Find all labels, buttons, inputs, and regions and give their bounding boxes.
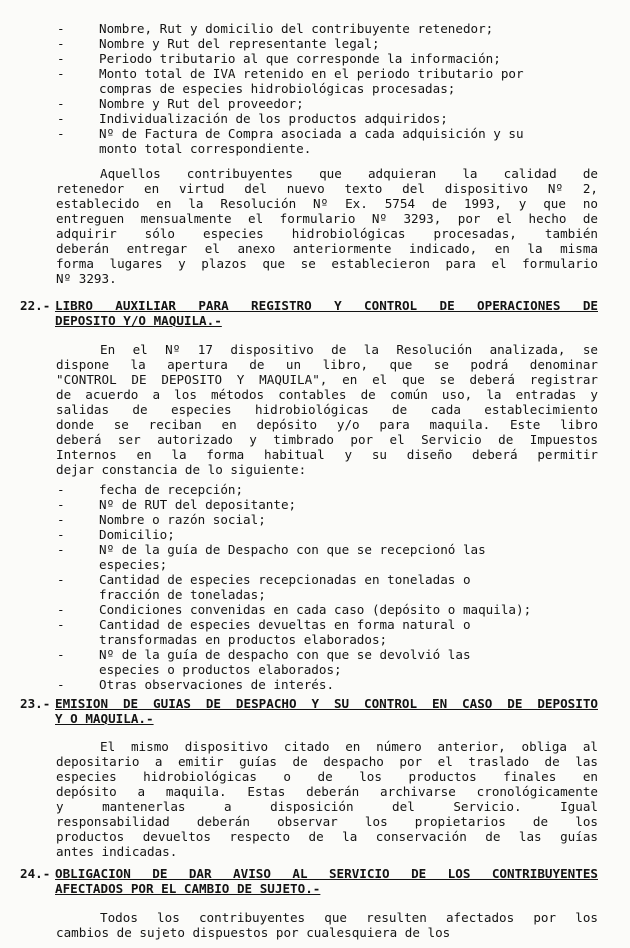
list-item [57,512,599,527]
paragraph-line: deberá ser autorizado y timbrado por el Servicio de Impuestos [56,432,598,447]
paragraph-line: adquirir sólo especies hidrobiológicas procesadas, también [56,226,598,241]
list-item-text: fracción de toneladas; [99,587,266,602]
list-item-text: Nº de la guía de despacho con que se devolvió las [99,647,471,662]
list-item-text: monto total correspondiente. [99,141,312,156]
section-title-line: Y O MAQUILA.- [55,711,154,726]
list-item [57,542,599,557]
list-item-text: Otras observaciones de interés. [99,677,335,692]
list-item [57,482,599,497]
paragraph-line: depósito a maquila. Estas deberán archivarse cronológicamente [56,784,598,799]
paragraph-guias-despacho [56,739,598,859]
list-item [57,96,599,111]
paragraph-retenedor [56,166,598,286]
libro-items-list [57,482,599,692]
list-item-text: Monto total de IVA retenido en el periodo tributario por [99,66,524,81]
bullet-dash: - [57,96,65,111]
list-item [57,677,599,692]
list-item [57,81,599,96]
list-item [57,497,599,512]
list-item-text: Nº de la guía de Despacho con que se recepcionó las [99,542,486,557]
bullet-dash: - [57,647,65,662]
list-item [57,36,599,51]
bullet-dash: - [57,21,65,36]
paragraph-line: y mantenerlas a disposición del Servicio. Igual [56,799,598,814]
bullet-dash: - [57,512,65,527]
list-item-text: especies; [99,557,168,572]
paragraph-line: En el Nº 17 dispositivo de la Resolución analizada, se [100,342,598,357]
list-item-text: especies o productos elaborados; [99,662,342,677]
paragraph-line: dejar constancia de lo siguiente: [56,462,307,477]
list-item [57,126,599,141]
list-item-text: Periodo tributario al que corresponde la información; [99,51,501,66]
paragraph-line: Aquellos contribuyentes que adquieran la calidad de [100,166,598,181]
list-item [57,632,599,647]
bullet-dash: - [57,126,65,141]
paragraph-line: salidas de especies hidrobiológicas de cada establecimiento [56,402,598,417]
paragraph-line: El mismo dispositivo citado en número anterior, obliga al [100,739,598,754]
section-title-line: LIBRO AUXILIAR PARA REGISTRO Y CONTROL DE OPERACIONES DE [55,298,598,313]
list-item [57,141,599,156]
list-item-text: Nombre o razón social; [99,512,266,527]
bullet-dash: - [57,497,65,512]
list-item-text: transformadas en productos elaborados; [99,632,388,647]
bullet-dash: - [57,677,65,692]
paragraph-line: depositario a emitir guías de despacho por el traslado de las [56,754,598,769]
paragraph-line: donde se reciban en depósito y/o para maquila. Este libro [56,417,598,432]
list-item [57,602,599,617]
list-item [57,557,599,572]
paragraph-line: productos devueltos respecto de la conservación de las guías [56,829,598,844]
bullet-dash: - [57,527,65,542]
bullet-dash: - [57,36,65,51]
list-item-text: Nº de RUT del depositante; [99,497,297,512]
list-item [57,111,599,126]
section-title-line: OBLIGACION DE DAR AVISO AL SERVICIO DE LOS CONTRIBUYENTES [55,866,598,881]
section-title [55,298,598,328]
paragraph-line: de acuerdo a los métodos contables de común uso, la entradas y [56,387,598,402]
paragraph-line: dispone la apertura de un libro, que se podrá denominar [56,357,598,372]
list-item [57,662,599,677]
paragraph-line: establecido en la Resolución Nº Ex. 5754 de 1993, y que no [56,196,598,211]
list-item-text: Individualización de los productos adquiridos; [99,111,448,126]
list-item-text: Nombre y Rut del proveedor; [99,96,304,111]
paragraph-line: cambios de sujeto dispuestos por cualesquiera de los [56,925,451,940]
section-title [55,696,598,726]
bullet-dash: - [57,111,65,126]
bullet-dash: - [57,572,65,587]
section-title-line: DEPOSITO Y/O MAQUILA.- [55,313,222,328]
section-title [55,866,598,896]
list-item-text: Cantidad de especies recepcionadas en toneladas o [99,572,471,587]
paragraph-libro-auxiliar [56,342,598,477]
list-item-text: fecha de recepción; [99,482,244,497]
bullet-dash: - [57,602,65,617]
list-item [57,527,599,542]
list-item [57,51,599,66]
paragraph-line: entreguen mensualmente el formulario Nº 3293, por el hecho de [56,211,598,226]
paragraph-line: forma lugares y plazos que se establecieron para el formulario [56,256,598,271]
paragraph-line: deberán entregar el anexo anteriormente indicado, en la misma [56,241,598,256]
list-item-text: compras de especies hidrobiológicas procesadas; [99,81,456,96]
list-item [57,66,599,81]
section-number: 22.- [20,298,51,313]
section-title-line: EMISION DE GUIAS DE DESPACHO Y SU CONTROL EN CASO DE DEPOSITO [55,696,598,711]
paragraph-line: Internos en la forma habitual y su diseño deberá permitir [56,447,598,462]
bullet-dash: - [57,51,65,66]
paragraph-line: "CONTROL DE DEPOSITO Y MAQUILA", en el que se deberá registrar [56,372,598,387]
section-title-line: AFECTADOS POR EL CAMBIO DE SUJETO.- [55,881,321,896]
list-item [57,647,599,662]
bullet-dash: - [57,482,65,497]
paragraph-line: antes indicadas. [56,844,178,859]
list-item [57,572,599,587]
section-number: 24.- [20,866,51,881]
list-item-text: Domicilio; [99,527,175,542]
list-item [57,617,599,632]
paragraph-line: retenedor en virtud del nuevo texto del dispositivo Nº 2, [56,181,598,196]
bullet-dash: - [57,542,65,557]
list-item-text: Condiciones convenidas en cada caso (depósito o maquila); [99,602,532,617]
section-number: 23.- [20,696,51,711]
list-item [57,21,599,36]
list-item-text: Nombre y Rut del representante legal; [99,36,380,51]
list-item-text: Cantidad de especies devueltas en forma natural o [99,617,471,632]
list-item-text: Nombre, Rut y domicilio del contribuyente retenedor; [99,21,494,36]
list-item-text: Nº de Factura de Compra asociada a cada adquisición y su [99,126,524,141]
top-bullet-list [57,21,599,156]
bullet-dash: - [57,617,65,632]
paragraph-line: Todos los contribuyentes que resulten afectados por los [100,910,598,925]
bullet-dash: - [57,66,65,81]
paragraph-line: responsabilidad deberán observar los propietarios de los [56,814,598,829]
list-item [57,587,599,602]
paragraph-line: especies hidrobiológicas o de los productos finales en [56,769,598,784]
paragraph-line: Nº 3293. [56,271,117,286]
paragraph-aviso [56,910,598,940]
